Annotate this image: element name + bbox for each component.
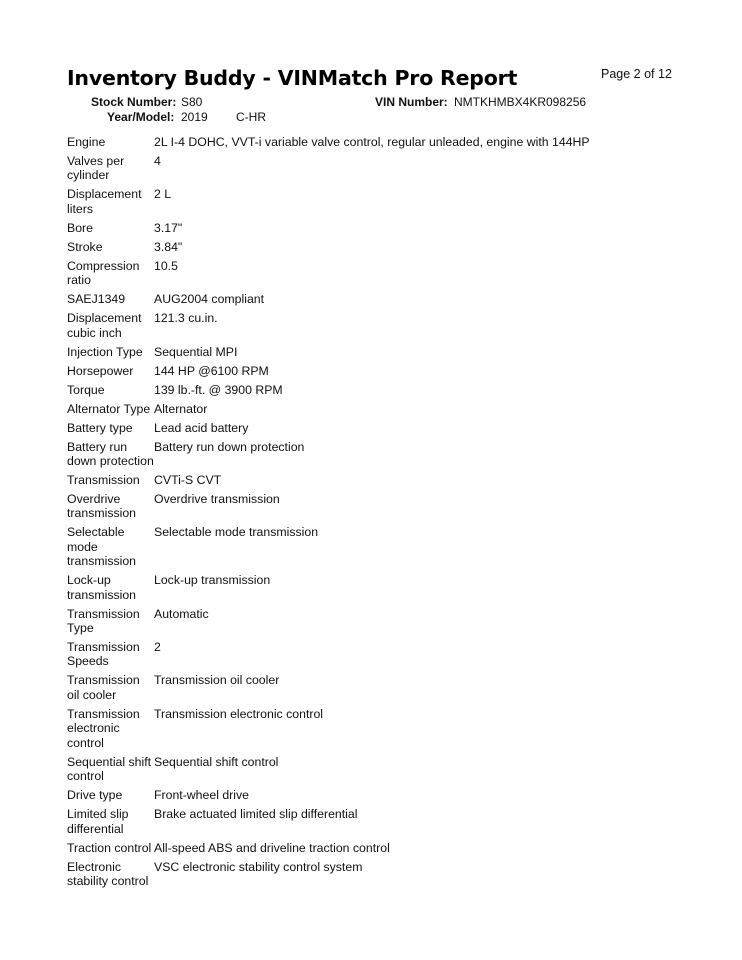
spec-label: Transmission oil cooler [67, 673, 140, 702]
spec-row [67, 185, 627, 218]
spec-row [67, 571, 627, 604]
spec-label: Horsepower [67, 363, 134, 378]
spec-label: Lock-up transmission [67, 573, 137, 602]
spec-value: Alternator [154, 401, 208, 416]
spec-label: Transmission Type [67, 606, 140, 636]
spec-label: Selectable mode transmission [67, 525, 137, 569]
spec-label: Transmission [67, 473, 140, 488]
spec-label: Battery type [67, 420, 133, 435]
spec-value: 2 L [154, 187, 172, 202]
spec-value: CVTi-S CVT [154, 473, 222, 488]
spec-label: Injection Type [67, 344, 143, 359]
spec-value: All-speed ABS and driveline traction control [154, 840, 390, 855]
spec-row [67, 309, 627, 342]
vin-number-label: VIN Number: [375, 95, 448, 109]
report-title: Inventory Buddy - VINMatch Pro Report [67, 66, 518, 90]
spec-label: Stroke [67, 239, 103, 254]
spec-label: Transmission electronic control [67, 706, 140, 750]
spec-label: Engine [67, 135, 106, 149]
spec-row [67, 671, 627, 704]
spec-value: Front-wheel drive [154, 788, 249, 803]
spec-value: Overdrive transmission [154, 492, 280, 507]
year-value: 2019 [181, 110, 208, 124]
spec-row [67, 400, 627, 419]
spec-value: 144 HP @6100 RPM [154, 363, 269, 378]
spec-value: 121.3 cu.in. [154, 311, 218, 326]
spec-row [67, 343, 627, 362]
spec-row [67, 152, 627, 185]
spec-row [67, 381, 627, 400]
spec-label: Valves per cylinder [67, 154, 125, 183]
spec-value: Sequential shift control [154, 754, 279, 769]
specs-table [67, 133, 627, 891]
spec-value: Automatic [154, 606, 209, 621]
spec-row [67, 523, 627, 571]
spec-row [67, 290, 627, 309]
spec-row [67, 858, 627, 891]
spec-value: 10.5 [154, 258, 178, 273]
page-number: Page 2 of 12 [601, 67, 672, 81]
spec-label: Limited slip differential [67, 807, 129, 836]
spec-row [67, 257, 627, 290]
spec-label: Bore [67, 220, 93, 235]
spec-label: Transmission Speeds [67, 640, 140, 669]
stock-number-label: Stock Number: [91, 95, 177, 109]
spec-label: Torque [67, 382, 105, 397]
spec-value: 3.84" [154, 239, 183, 254]
spec-label: Compression ratio [67, 258, 140, 288]
spec-label: Traction control [67, 840, 152, 855]
spec-row [67, 238, 627, 257]
spec-value: Lock-up transmission [154, 573, 271, 588]
spec-row [67, 638, 627, 671]
spec-value: AUG2004 compliant [154, 292, 265, 307]
spec-value: 2L I-4 DOHC, VVT-i variable valve control, regular unleaded, engine with 144HP [154, 135, 590, 149]
spec-label: Overdrive transmission [67, 492, 137, 521]
spec-label: Displacement cubic inch [67, 311, 142, 340]
spec-label: Sequential shift control [67, 754, 152, 784]
model-value: C-HR [236, 110, 266, 124]
spec-value: Battery run down protection [154, 439, 305, 454]
spec-row [67, 471, 627, 490]
spec-value: Sequential MPI [154, 344, 238, 359]
spec-row [67, 362, 627, 381]
spec-value: 139 lb.-ft. @ 3900 RPM [154, 382, 283, 397]
spec-value: 4 [154, 154, 161, 168]
spec-value: Transmission oil cooler [154, 673, 280, 688]
spec-label: Battery run down protection [67, 439, 154, 469]
spec-row [67, 419, 627, 438]
stock-number-value: S80 [181, 95, 203, 109]
spec-row [67, 605, 627, 638]
spec-row [67, 133, 627, 152]
spec-row [67, 438, 627, 471]
spec-value: Lead acid battery [154, 420, 249, 435]
spec-label: Drive type [67, 788, 123, 803]
spec-value: 3.17" [154, 220, 183, 235]
spec-row [67, 805, 627, 838]
spec-row [67, 839, 627, 858]
spec-row [67, 705, 627, 753]
spec-label: SAEJ1349 [67, 292, 126, 307]
spec-row [67, 219, 627, 238]
spec-label: Displacement liters [67, 187, 142, 216]
spec-label: Electronic stability control [67, 859, 149, 888]
vin-number-value: NMTKHMBX4KR098256 [454, 95, 587, 109]
spec-row [67, 786, 627, 805]
spec-row [67, 490, 627, 523]
spec-value: 2 [154, 640, 161, 655]
spec-label: Alternator Type [67, 401, 151, 416]
year-model-label: Year/Model: [107, 110, 175, 124]
spec-value: Transmission electronic control [154, 706, 324, 721]
spec-row [67, 753, 627, 786]
spec-value: Brake actuated limited slip differential [154, 807, 358, 822]
spec-value: VSC electronic stability control system [154, 859, 363, 874]
spec-value: Selectable mode transmission [154, 525, 319, 540]
